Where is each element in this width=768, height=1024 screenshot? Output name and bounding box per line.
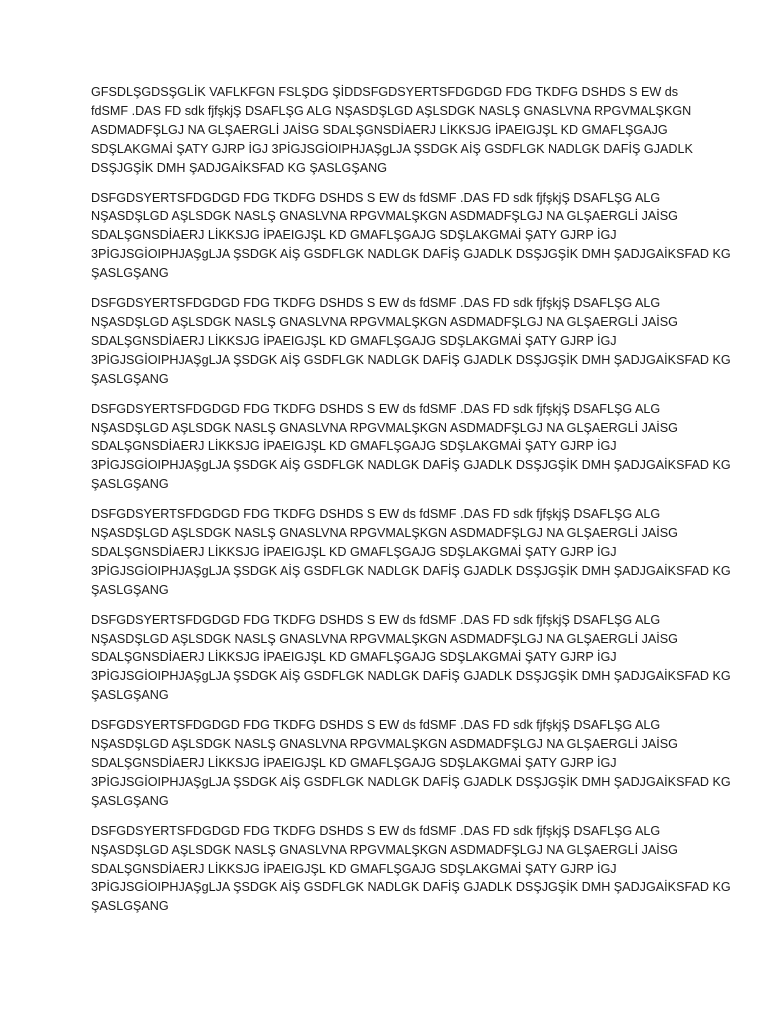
text-line: ŞASLGŞANG (91, 899, 169, 914)
text-line: 3PİGJSGİOIPHJAŞgLJA ŞSDGK AİŞ GSDFLGK NADLGK DAFİŞ GJADLK DSŞJGŞİK DMH ŞADJGAİKSFAD KG (91, 458, 731, 473)
text-line: DSFGDSYERTSFDGDGD FDG TKDFG DSHDS S EW ds fdSMF .DAS FD sdk fjfşkjŞ DSAFLŞG ALG (91, 401, 661, 416)
paragraph (91, 83, 693, 178)
text-line: SDALŞGNSDİAERJ LİKKSJG İPAEIGJŞL KD GMAFLŞGAJG SDŞLAKGMAİ ŞATY GJRP İGJ (91, 439, 617, 454)
text-line: ŞASLGŞANG (91, 266, 169, 281)
text-line: DSFGDSYERTSFDGDGD FDG TKDFG DSHDS S EW ds fdSMF .DAS FD sdk fjfşkjŞ DSAFLŞG ALG (91, 296, 661, 311)
text-line: NŞASDŞLGD AŞLSDGK NASLŞ GNASLVNA RPGVMALŞKGN ASDMADFŞLGJ NA GLŞAERGLİ JAİSG (91, 209, 678, 224)
text-line: 3PİGJSGİOIPHJAŞgLJA ŞSDGK AİŞ GSDFLGK NADLGK DAFİŞ GJADLK DSŞJGŞİK DMH ŞADJGAİKSFAD KG (91, 247, 731, 262)
text-line: ŞASLGŞANG (91, 793, 169, 808)
text-line: NŞASDŞLGD AŞLSDGK NASLŞ GNASLVNA RPGVMALŞKGN ASDMADFŞLGJ NA GLŞAERGLİ JAİSG (91, 314, 678, 329)
text-line: ŞASLGŞANG (91, 688, 169, 703)
text-line: DSFGDSYERTSFDGDGD FDG TKDFG DSHDS S EW ds fdSMF .DAS FD sdk fjfşkjŞ DSAFLŞG ALG (91, 507, 661, 522)
text-line: 3PİGJSGİOIPHJAŞgLJA ŞSDGK AİŞ GSDFLGK NADLGK DAFİŞ GJADLK DSŞJGŞİK DMH ŞADJGAİKSFAD KG (91, 563, 731, 578)
text-line: NŞASDŞLGD AŞLSDGK NASLŞ GNASLVNA RPGVMALŞKGN ASDMADFŞLGJ NA GLŞAERGLİ JAİSG (91, 842, 678, 857)
text-line: SDALŞGNSDİAERJ LİKKSJG İPAEIGJŞL KD GMAFLŞGAJG SDŞLAKGMAİ ŞATY GJRP İGJ (91, 333, 617, 348)
paragraph (91, 294, 731, 389)
paragraph (91, 822, 731, 917)
paragraph (91, 611, 731, 706)
text-line: 3PİGJSGİOIPHJAŞgLJA ŞSDGK AİŞ GSDFLGK NADLGK DAFİŞ GJADLK DSŞJGŞİK DMH ŞADJGAİKSFAD KG (91, 774, 731, 789)
text-line: DSFGDSYERTSFDGDGD FDG TKDFG DSHDS S EW ds fdSMF .DAS FD sdk fjfşkjŞ DSAFLŞG ALG (91, 718, 661, 733)
text-line: 3PİGJSGİOIPHJAŞgLJA ŞSDGK AİŞ GSDFLGK NADLGK DAFİŞ GJADLK DSŞJGŞİK DMH ŞADJGAİKSFAD KG (91, 669, 731, 684)
text-line: ASDMADFŞLGJ NA GLŞAERGLİ JAİSG SDALŞGNSDİAERJ LİKKSJG İPAEIGJŞL KD GMAFLŞGAJG (91, 122, 668, 137)
text-line: NŞASDŞLGD AŞLSDGK NASLŞ GNASLVNA RPGVMALŞKGN ASDMADFŞLGJ NA GLŞAERGLİ JAİSG (91, 420, 678, 435)
text-line: NŞASDŞLGD AŞLSDGK NASLŞ GNASLVNA RPGVMALŞKGN ASDMADFŞLGJ NA GLŞAERGLİ JAİSG (91, 737, 678, 752)
text-line: DSFGDSYERTSFDGDGD FDG TKDFG DSHDS S EW ds fdSMF .DAS FD sdk fjfşkjŞ DSAFLŞG ALG (91, 823, 661, 838)
paragraph (91, 716, 731, 811)
text-line: 3PİGJSGİOIPHJAŞgLJA ŞSDGK AİŞ GSDFLGK NADLGK DAFİŞ GJADLK DSŞJGŞİK DMH ŞADJGAİKSFAD KG (91, 352, 731, 367)
text-line: ŞASLGŞANG (91, 477, 169, 492)
text-line: fdSMF .DAS FD sdk fjfşkjŞ DSAFLŞG ALG NŞASDŞLGD AŞLSDGK NASLŞ GNASLVNA RPGVMALŞKGN (91, 103, 692, 118)
paragraph (91, 189, 731, 284)
paragraph (91, 505, 731, 600)
text-line: DSŞJGŞİK DMH ŞADJGAİKSFAD KG ŞASLGŞANG (91, 160, 388, 175)
text-line: 3PİGJSGİOIPHJAŞgLJA ŞSDGK AİŞ GSDFLGK NADLGK DAFİŞ GJADLK DSŞJGŞİK DMH ŞADJGAİKSFAD KG (91, 880, 731, 895)
text-line: SDALŞGNSDİAERJ LİKKSJG İPAEIGJŞL KD GMAFLŞGAJG SDŞLAKGMAİ ŞATY GJRP İGJ (91, 756, 617, 770)
text-line: SDALŞGNSDİAERJ LİKKSJG İPAEIGJŞL KD GMAFLŞGAJG SDŞLAKGMAİ ŞATY GJRP İGJ (91, 650, 617, 665)
document-body (91, 83, 731, 927)
text-line: SDŞLAKGMAİ ŞATY GJRP İGJ 3PİGJSGİOIPHJAŞgLJA ŞSDGK AİŞ GSDFLGK NADLGK DAFİŞ GJADLK (91, 141, 693, 156)
text-line: ŞASLGŞANG (91, 371, 169, 386)
text-line: NŞASDŞLGD AŞLSDGK NASLŞ GNASLVNA RPGVMALŞKGN ASDMADFŞLGJ NA GLŞAERGLİ JAİSG (91, 631, 678, 646)
text-line: GFSDLŞGDSŞGLİK VAFLKFGN FSLŞDG ŞİDDSFGDSYERTSFDGDGD FDG TKDFG DSHDS S EW ds (91, 85, 679, 99)
text-line: DSFGDSYERTSFDGDGD FDG TKDFG DSHDS S EW ds fdSMF .DAS FD sdk fjfşkjŞ DSAFLŞG ALG (91, 612, 661, 627)
text-line: ŞASLGŞANG (91, 582, 169, 597)
text-line: DSFGDSYERTSFDGDGD FDG TKDFG DSHDS S EW ds fdSMF .DAS FD sdk fjfşkjŞ DSAFLŞG ALG (91, 190, 661, 205)
paragraph (91, 400, 731, 495)
text-line: SDALŞGNSDİAERJ LİKKSJG İPAEIGJŞL KD GMAFLŞGAJG SDŞLAKGMAİ ŞATY GJRP İGJ (91, 861, 617, 876)
text-line: SDALŞGNSDİAERJ LİKKSJG İPAEIGJŞL KD GMAFLŞGAJG SDŞLAKGMAİ ŞATY GJRP İGJ (91, 544, 617, 559)
text-line: NŞASDŞLGD AŞLSDGK NASLŞ GNASLVNA RPGVMALŞKGN ASDMADFŞLGJ NA GLŞAERGLİ JAİSG (91, 526, 678, 541)
text-line: SDALŞGNSDİAERJ LİKKSJG İPAEIGJŞL KD GMAFLŞGAJG SDŞLAKGMAİ ŞATY GJRP İGJ (91, 228, 617, 243)
